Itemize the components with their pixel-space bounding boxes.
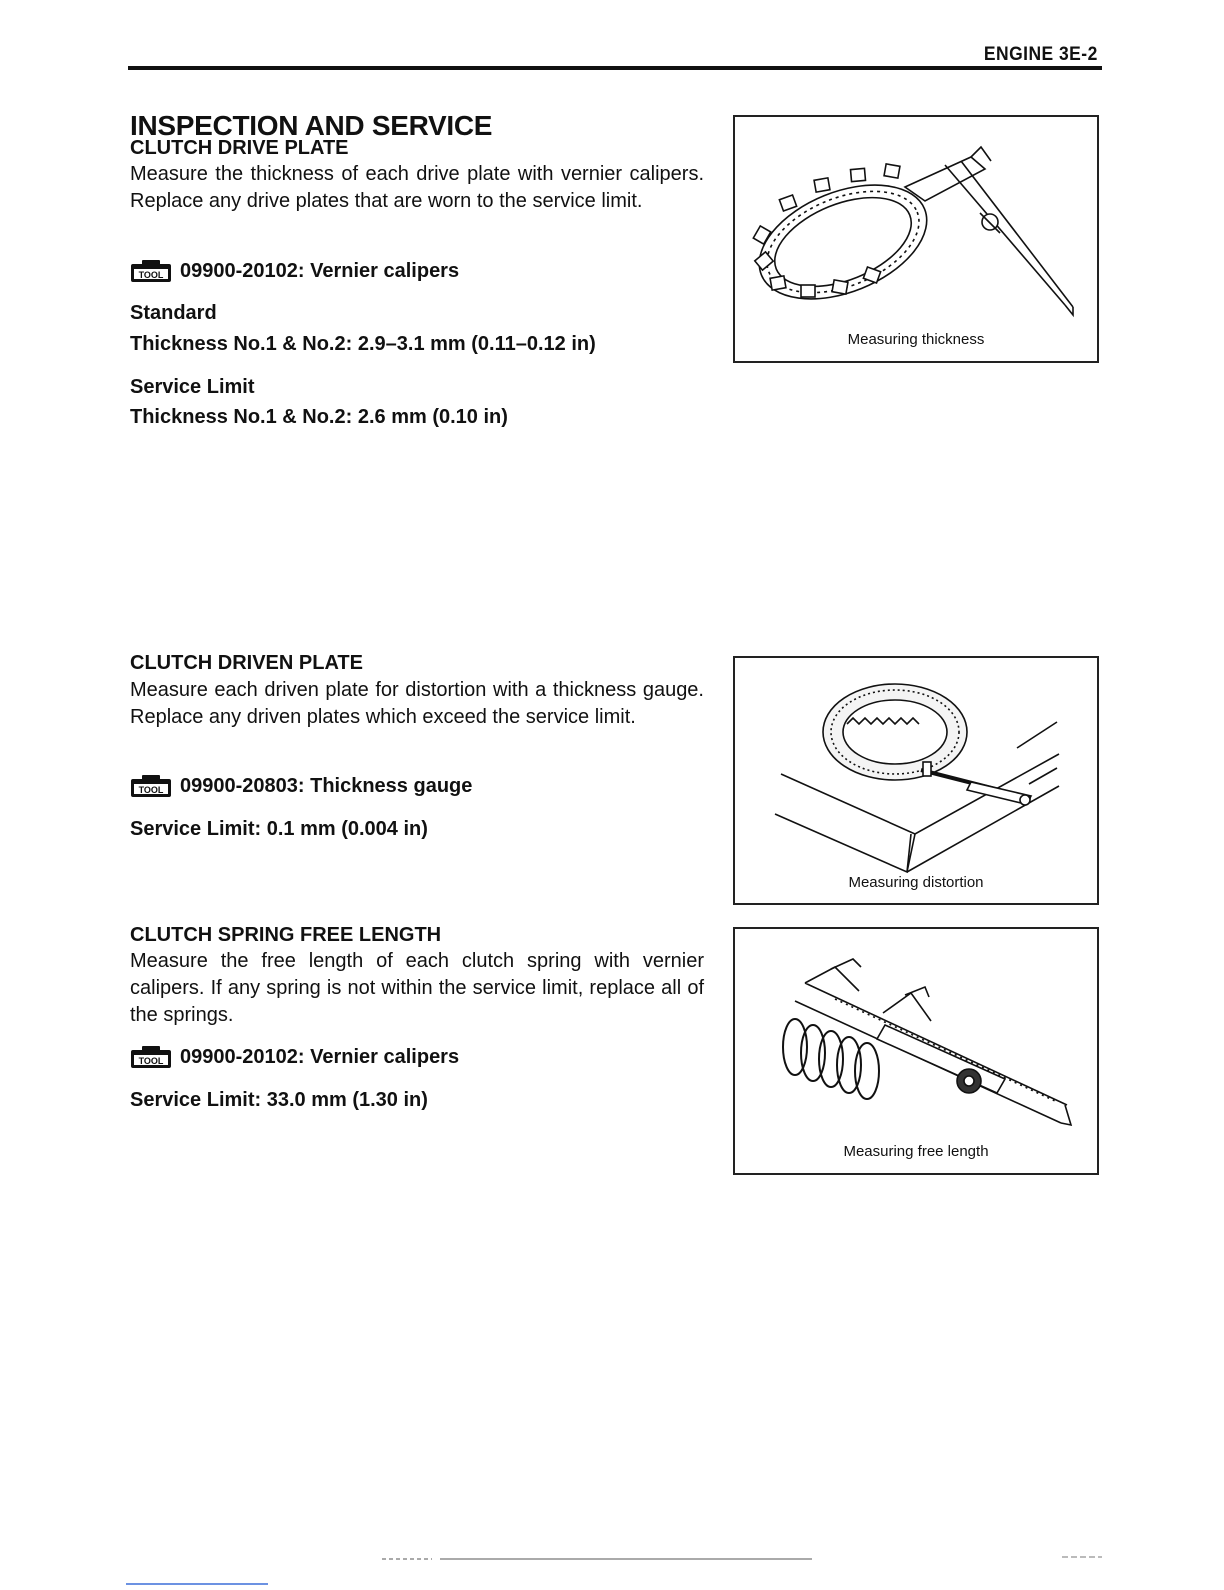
- standard-label: Standard: [130, 302, 217, 324]
- spring-caliper-illustration: [735, 929, 1097, 1173]
- header-rule: [128, 66, 1102, 70]
- spring-limit: Service Limit: 33.0 mm (1.30 in): [130, 1089, 428, 1111]
- drive-plate-caliper-illustration: [735, 117, 1097, 361]
- tool-box-icon: [130, 1045, 172, 1069]
- header-title: ENGINE 3E-2: [984, 44, 1098, 65]
- driven-plate-body: Measure each driven plate for distortion with a thickness gauge. Replace any driven plates which exceed the service limit.: [130, 679, 704, 728]
- figure-measuring-distortion: [733, 656, 1099, 905]
- footer-scan-marks: [0, 1550, 1224, 1590]
- figure-caption-thickness: Measuring thickness: [847, 331, 985, 348]
- svg-text:TOOL: TOOL: [138, 785, 164, 795]
- service-limit-label: Service Limit: [130, 376, 255, 398]
- drive-plate-tool-text: 09900-20102: Vernier calipers: [180, 259, 460, 282]
- page-title: INSPECTION AND SERVICE: [130, 110, 493, 141]
- figure-caption-distortion: Measuring distortion: [848, 874, 984, 891]
- drive-plate-heading: CLUTCH DRIVE PLATE: [130, 137, 349, 159]
- figure-caption-free-length: Measuring free length: [843, 1143, 989, 1160]
- figure-measuring-thickness: [733, 115, 1099, 363]
- figure-measuring-free-length: [733, 927, 1099, 1175]
- tool-box-icon: [130, 774, 172, 798]
- driven-plate-heading: CLUTCH DRIVEN PLATE: [130, 652, 363, 674]
- driven-plate-limit: Service Limit: 0.1 mm (0.004 in): [130, 818, 428, 840]
- svg-text:TOOL: TOOL: [138, 270, 164, 280]
- spring-tool: [130, 1045, 459, 1069]
- svg-text:TOOL: TOOL: [138, 1056, 164, 1066]
- driven-plate-tool-text: 09900-20803: Thickness gauge: [180, 774, 473, 797]
- spring-body: Measure the free length of each clutch spring with vernier calipers. If any spring is not within the service limit, replace all of the springs.: [130, 950, 704, 1026]
- drive-plate-body: Measure the thickness of each drive plate with vernier calipers. Replace any drive plates that are worn to the service limit.: [130, 163, 704, 212]
- driven-plate-tool: [130, 774, 472, 798]
- tool-box-icon: [130, 259, 172, 283]
- driven-plate-gauge-illustration: [735, 658, 1097, 903]
- standard-value: Thickness No.1 & No.2: 2.9–3.1 mm (0.11–0.12 in): [130, 333, 596, 355]
- service-limit-value: Thickness No.1 & No.2: 2.6 mm (0.10 in): [130, 406, 508, 428]
- drive-plate-tool: [130, 259, 459, 283]
- spring-heading: CLUTCH SPRING FREE LENGTH: [130, 924, 442, 946]
- spring-tool-text: 09900-20102: Vernier calipers: [180, 1045, 460, 1068]
